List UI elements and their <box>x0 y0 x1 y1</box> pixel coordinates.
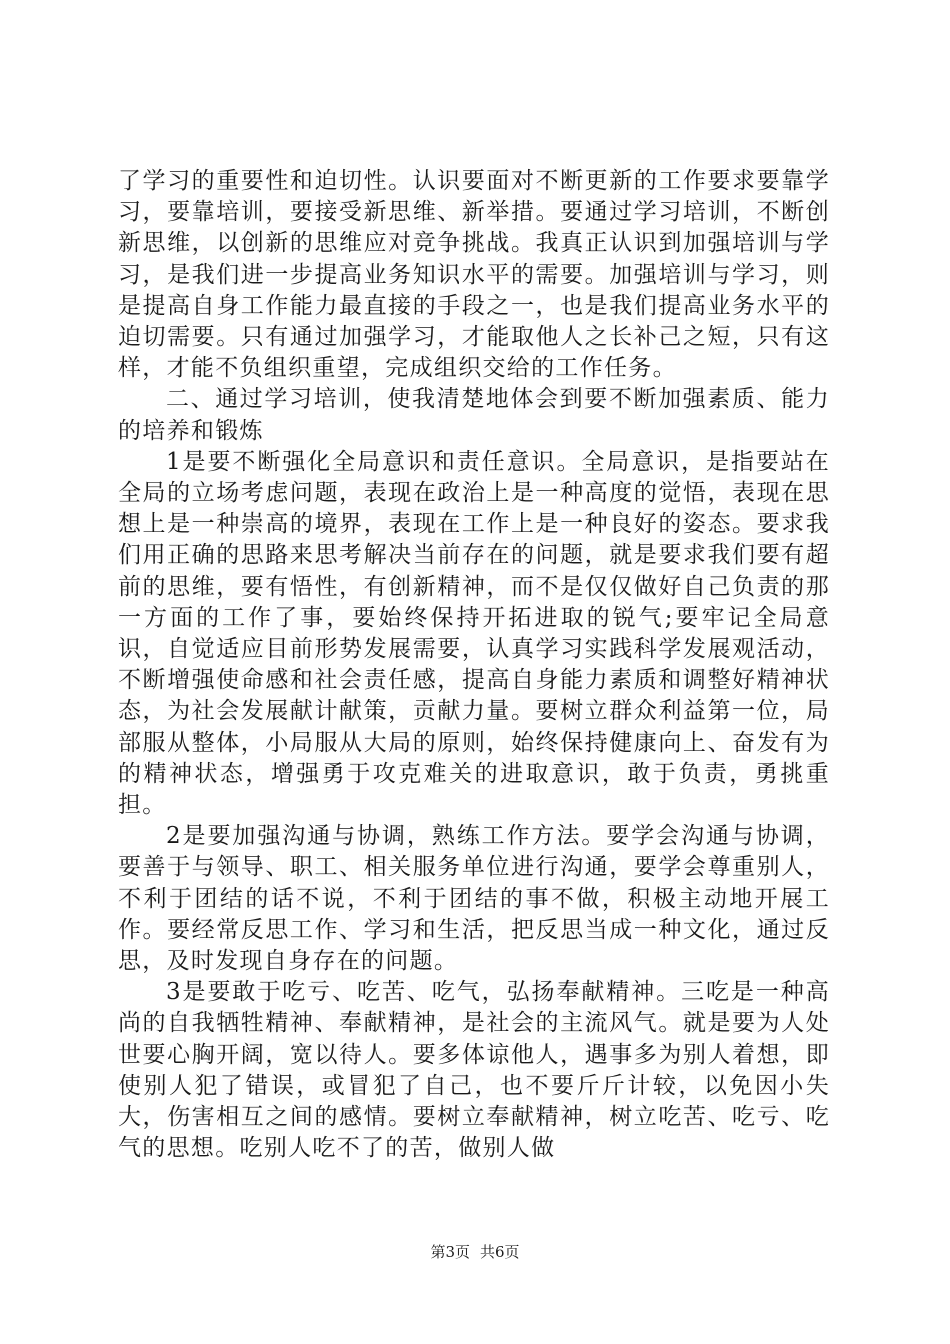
paragraph-point-1: 1是要不断强化全局意识和责任意识。全局意识，是指要站在全局的立场考虑问题，表现在政治上是一种高度的觉悟，表现在思想上是一种崇高的境界，表现在工作上是一种良好的姿态。要求我们用正确的思路来思考解决当前存在的问题，就是要求我们要有超前的思维，要有悟性，有创新精神，而不是仅仅做好自己负责的那一方面的工作了事，要始终保持开拓进取的锐气;要牢记全局意识，自觉适应目前形势发展需要，认真学习实践科学发展观活动，不断增强使命感和社会责任感，提高自身能力素质和调整好精神状态，为社会发展献计献策，贡献力量。要树立群众利益第一位，局部服从整体，小局服从大局的原则，始终保持健康向上、奋发有为的精神状态，增强勇于攻克难关的进取意识，敢于负责，勇挑重担。 <box>118 448 830 819</box>
paragraph-point-3: 3是要敢于吃亏、吃苦、吃气，弘扬奉献精神。三吃是一种高尚的自我牺牲精神、奉献精神，是社会的主流风气。就是要为人处世要心胸开阔，宽以待人。要多体谅他人，遇事多为别人着想，即使别人犯了错误，或冒犯了自己，也不要斤斤计较，以免因小失大，伤害相互之间的感情。要树立奉献精神，树立吃苦、吃亏、吃气的思想。吃别人吃不了的苦，做别人做 <box>118 979 830 1162</box>
page-number: 第3页 <box>430 1243 470 1261</box>
page-footer <box>0 1242 950 1262</box>
paragraph-continuation: 了学习的重要性和迫切性。认识要面对不断更新的工作要求要靠学习，要靠培训，要接受新思维、新举措。要通过学习培训，不断创新思维，以创新的思维应对竞争挑战。我真正认识到加强培训与学习，是我们进一步提高业务知识水平的需要。加强培训与学习，则是提高自身工作能力最直接的手段之一，也是我们提高业务水平的迫切需要。只有通过加强学习，才能取他人之长补己之短，只有这样，才能不负组织重望，完成组织交给的工作任务。 <box>118 168 830 382</box>
paragraph-point-2: 2是要加强沟通与协调，熟练工作方法。要学会沟通与协调，要善于与领导、职工、相关服务单位进行沟通，要学会尊重别人，不利于团结的话不说，不利于团结的事不做，积极主动地开展工作。要经常反思工作、学习和生活，把反思当成一种文化，通过反思，及时发现自身存在的问题。 <box>118 823 830 975</box>
page-total: 共6页 <box>480 1243 520 1261</box>
section-heading-two: 二、通过学习培训，使我清楚地体会到要不断加强素质、能力的培养和锻炼 <box>118 386 830 444</box>
document-body <box>118 166 830 1165</box>
